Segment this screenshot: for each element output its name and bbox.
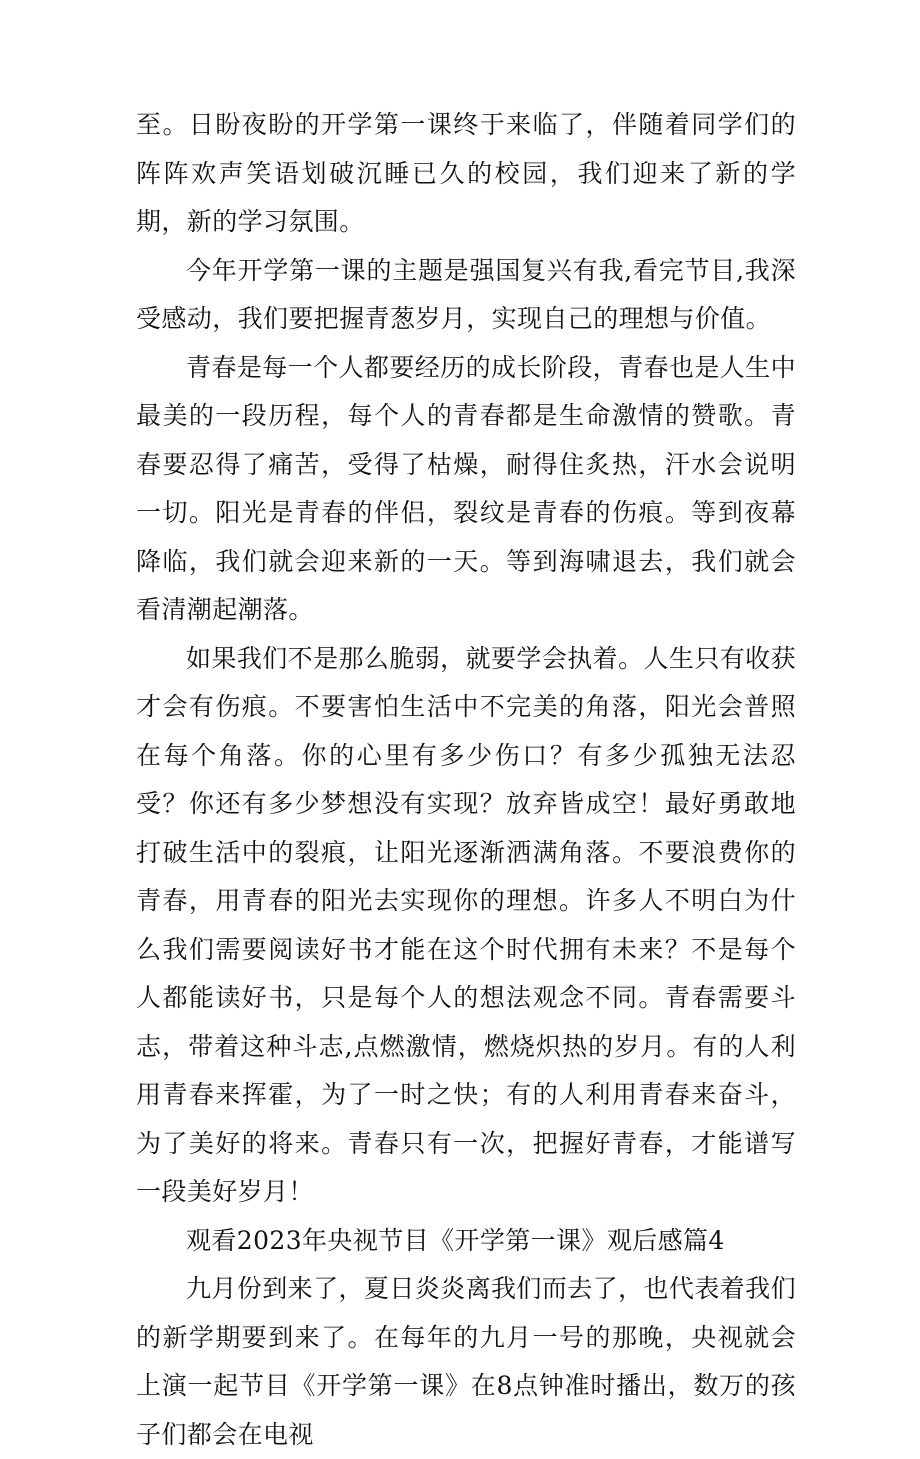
paragraph-5: 九月份到来了，夏日炎炎离我们而去了，也代表着我们的新学期要到来了。在每年的九月一号的那晚，央视就会上演一起节目《开学第一课》在8点钟准时播出，数万的孩子们都会在电视 bbox=[136, 1274, 796, 1449]
document-body bbox=[136, 101, 796, 1459]
section-heading: 观看2023年央视节目《开学第一课》观后感篇4 bbox=[186, 1225, 725, 1255]
paragraph-4: 如果我们不是那么脆弱，就要学会执着。人生只有收获才会有伤痕。不要害怕生活中不完美的角落，阳光会普照在每个角落。你的心里有多少伤口？有多少孤独无法忍受？你还有多少梦想没有实现？放弃皆成空！最好勇敢地打破生活中的裂痕，让阳光逐渐洒满角落。不要浪费你的青春，用青春的阳光去实现你的理想。许多人不明白为什么我们需要阅读好书才能在这个时代拥有未来？不是每个人都能读好书，只是每个人的想法观念不同。青春需要斗志，带着这种斗志,点燃激情，燃烧炽热的岁月。有的人利用青春来挥霍，为了一时之快；有的人利用青春来奋斗，为了美好的将来。青春只有一次，把握好青春，才能谱写一段美好岁月！ bbox=[136, 643, 796, 1206]
paragraph-3: 青春是每一个人都要经历的成长阶段，青春也是人生中最美的一段历程，每个人的青春都是生命激情的赞歌。青春要忍得了痛苦，受得了枯燥，耐得住炙热，汗水会说明一切。阳光是青春的伴侣，裂纹是青春的伤痕。等到夜幕降临，我们就会迎来新的一天。等到海啸退去，我们就会看清潮起潮落。 bbox=[136, 352, 796, 624]
paragraph-2: 今年开学第一课的主题是强国复兴有我,看完节目,我深受感动，我们要把握青葱岁月，实现自己的理想与价值。 bbox=[136, 255, 796, 333]
paragraph-1: 至。日盼夜盼的开学第一课终于来临了，伴随着同学们的阵阵欢声笑语划破沉睡已久的校园，我们迎来了新的学期，新的学习氛围。 bbox=[136, 110, 796, 236]
